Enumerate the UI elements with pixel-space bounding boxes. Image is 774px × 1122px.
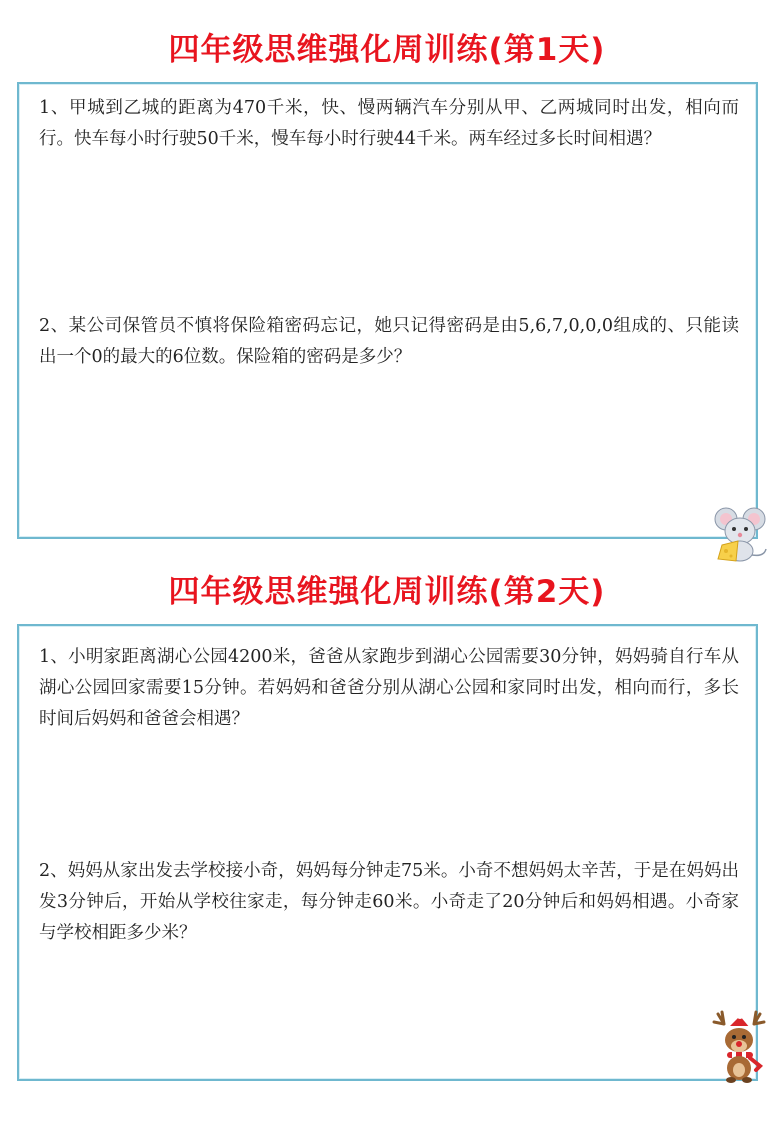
day2-question-2: 2、妈妈从家出发去学校接小奇，妈妈每分钟走75米。小奇不想妈妈太辛苦，于是在妈妈出发3分钟后，开始从学校往家走，每分钟走60米。小奇走了20分钟后和妈妈相遇。小奇家与学校相距多少米？ [39,861,739,943]
day2-title: 四年级思维强化周训练(第2天) [168,574,606,610]
day1-title: 四年级思维强化周训练(第1天) [168,32,606,68]
day1-question-1: 1、甲城到乙城的距离为470千米，快、慢两辆汽车分别从甲、乙两城同时出发，相向而行。快车每小时行驶50千米，慢车每小时行驶44千米。两车经过多长时间相遇？ [39,98,739,149]
day2-question-1: 1、小明家距离湖心公园4200米，爸爸从家跑步到湖心公园需要30分钟，妈妈骑自行车从湖心公园回家需要15分钟。若妈妈和爸爸分别从湖心公园和家同时出发，相向而行，多长时间后妈妈和爸爸会相遇？ [39,647,739,729]
reindeer-icon [710,1010,768,1084]
day1-question-2: 2、某公司保管员不慎将保险箱密码忘记，她只记得密码是由5,6,7,0,0,0组成的、只能读出一个0的最大的6位数。保险箱的密码是多少？ [39,316,739,367]
day1-worksheet-box [17,82,758,539]
mouse-cheese-icon [708,505,770,563]
day2-worksheet-box [17,624,758,1081]
